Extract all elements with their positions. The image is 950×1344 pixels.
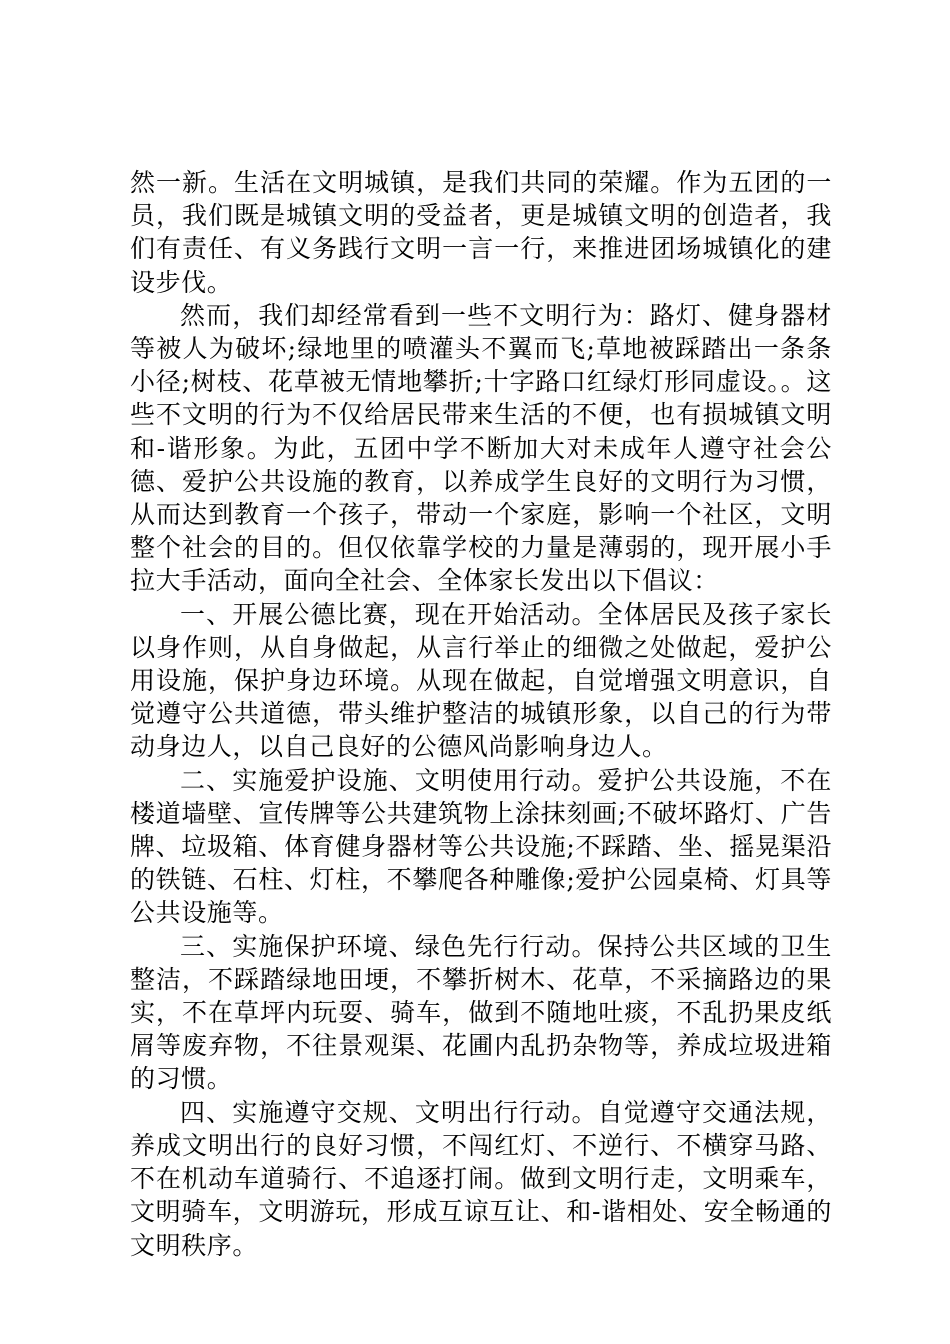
paragraph-proposal-1: 一、开展公德比赛，现在开始活动。全体居民及孩子家长以身作则，从自身做起，从言行举止的细微之处做起，爱护公用设施，保护身边环境。从现在做起，自觉增强文明意识，自觉遵守公共道德，带头维护整洁的城镇形象，以自己的行为带动身边人，以自己良好的公德风尚影响身边人。: [130, 599, 832, 762]
paragraph-proposal-2: 二、实施爱护设施、文明使用行动。爱护公共设施，不在楼道墙壁、宣传牌等公共建筑物上涂抹刻画;不破坏路灯、广告牌、垃圾箱、体育健身器材等公共设施;不踩踏、坐、摇晃渠沿的铁链、石柱、灯柱，不攀爬各种雕像;爱护公园桌椅、灯具等公共设施等。: [130, 765, 832, 928]
paragraph-proposal-3: 三、实施保护环境、绿色先行行动。保持公共区域的卫生整洁，不踩踏绿地田埂，不攀折树木、花草，不采摘路边的果实，不在草坪内玩耍、骑车，做到不随地吐痰，不乱扔果皮纸屑等废弃物，不往景观渠、花圃内乱扔杂物等，养成垃圾进箱的习惯。: [130, 931, 832, 1094]
paragraph-proposal-4: 四、实施遵守交规、文明出行行动。自觉遵守交通法规，养成文明出行的良好习惯，不闯红灯、不逆行、不横穿马路、不在机动车道骑行、不追逐打闹。做到文明行走，文明乘车，文明骑车，文明游玩，形成互谅互让、和-谐相处、安全畅通的文明秩序。: [130, 1097, 832, 1260]
paragraph-uncivilized-behaviors: 然而，我们却经常看到一些不文明行为：路灯、健身器材等被人为破坏;绿地里的喷灌头不翼而飞;草地被踩踏出一条条小径;树枝、花草被无情地攀折;十字路口红绿灯形同虚设。。这些不文明的行为不仅给居民带来生活的不便，也有损城镇文明和-谐形象。为此，五团中学不断加大对未成年人遵守社会公德、爱护公共设施的教育，以养成学生良好的文明行为习惯，从而达到教育一个孩子，带动一个家庭，影响一个社区，文明整个社会的目的。但仅依靠学校的力量是薄弱的，现开展小手拉大手活动，面向全社会、全体家长发出以下倡议：: [130, 300, 832, 596]
paragraph-continuation: 然一新。生活在文明城镇，是我们共同的荣耀。作为五团的一员，我们既是城镇文明的受益者，更是城镇文明的创造者，我们有责任、有义务践行文明一言一行，来推进团场城镇化的建设步伐。: [130, 168, 832, 297]
document-body: [130, 166, 832, 1262]
